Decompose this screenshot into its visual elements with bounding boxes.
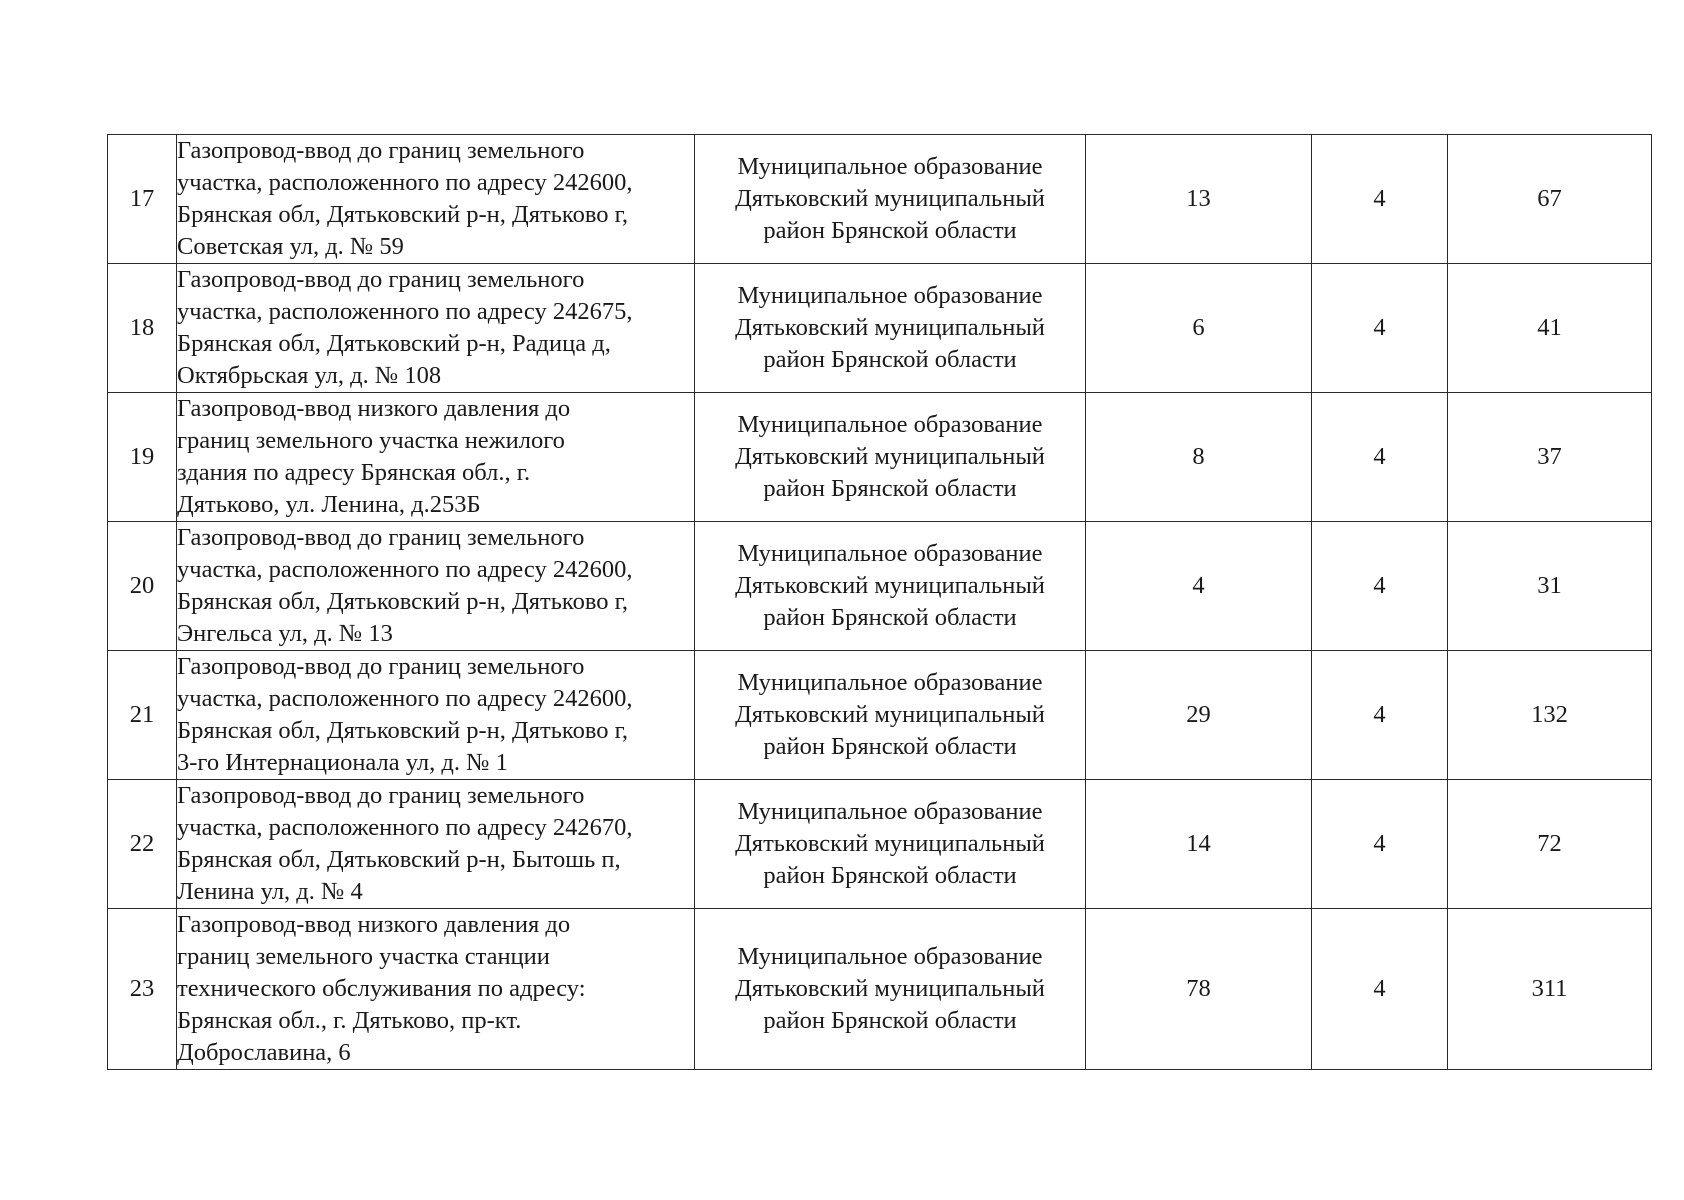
object-name-line: Ленина ул, д. № 4 <box>177 878 363 905</box>
object-name-line: границ земельного участка станции <box>177 943 550 970</box>
owner-line: район Брянской области <box>763 733 1017 760</box>
owner-line: Муниципальное образование <box>737 153 1043 180</box>
owner-line: Дятьковский муниципальный <box>735 975 1045 1002</box>
objects-table <box>107 134 1652 1070</box>
value-b: 4 <box>1312 393 1448 522</box>
table-row <box>108 393 1652 522</box>
object-name-line: Газопровод-ввод до границ земельного <box>177 653 585 680</box>
object-name-line: Брянская обл, Дятьковский р-н, Радица д, <box>177 330 611 357</box>
owner-line: Муниципальное образование <box>737 540 1043 567</box>
row-number: 19 <box>108 393 177 522</box>
owner-line: Муниципальное образование <box>737 282 1043 309</box>
owner-line: Дятьковский муниципальный <box>735 185 1045 212</box>
object-name-line: Газопровод-ввод низкого давления до <box>177 911 571 938</box>
object-name <box>177 909 695 1070</box>
owner <box>695 393 1086 522</box>
owner <box>695 909 1086 1070</box>
object-name-line: участка, расположенного по адресу 242600, <box>177 556 633 583</box>
object-name-line: Октябрьская ул, д. № 108 <box>177 362 442 389</box>
object-name-line: Газопровод-ввод до границ земельного <box>177 137 585 164</box>
object-name-line: Дятьково, ул. Ленина, д.253Б <box>177 491 481 518</box>
owner-line: Дятьковский муниципальный <box>735 572 1045 599</box>
owner-line: район Брянской области <box>763 475 1017 502</box>
owner <box>695 135 1086 264</box>
table-row <box>108 651 1652 780</box>
owner-line: Дятьковский муниципальный <box>735 443 1045 470</box>
object-name-line: Газопровод-ввод низкого давления до <box>177 395 571 422</box>
row-number: 21 <box>108 651 177 780</box>
object-name-line: Брянская обл, Дятьковский р-н, Дятьково г, <box>177 588 629 615</box>
value-a: 13 <box>1086 135 1312 264</box>
object-name-line: 3-го Интернационала ул, д. № 1 <box>177 749 508 776</box>
object-name <box>177 522 695 651</box>
owner-line: район Брянской области <box>763 604 1017 631</box>
row-number: 17 <box>108 135 177 264</box>
owner-line: Дятьковский муниципальный <box>735 830 1045 857</box>
object-name-line: Газопровод-ввод до границ земельного <box>177 266 585 293</box>
table-row <box>108 264 1652 393</box>
object-name-line: участка, расположенного по адресу 242675, <box>177 298 633 325</box>
owner-line: Муниципальное образование <box>737 411 1043 438</box>
value-b: 4 <box>1312 651 1448 780</box>
value-a: 6 <box>1086 264 1312 393</box>
object-name-line: Брянская обл., г. Дятьково, пр-кт. <box>177 1007 522 1034</box>
value-b: 4 <box>1312 909 1448 1070</box>
value-b: 4 <box>1312 264 1448 393</box>
object-name-line: Энгельса ул, д. № 13 <box>177 620 393 647</box>
value-a: 14 <box>1086 780 1312 909</box>
table-row <box>108 780 1652 909</box>
table-row <box>108 522 1652 651</box>
object-name-line: Брянская обл, Дятьковский р-н, Дятьково г, <box>177 717 629 744</box>
value-a: 4 <box>1086 522 1312 651</box>
owner-line: Дятьковский муниципальный <box>735 701 1045 728</box>
owner <box>695 780 1086 909</box>
object-name-line: участка, расположенного по адресу 242670, <box>177 814 633 841</box>
value-a: 29 <box>1086 651 1312 780</box>
owner-line: Муниципальное образование <box>737 943 1043 970</box>
owner-line: Дятьковский муниципальный <box>735 314 1045 341</box>
owner-line: Муниципальное образование <box>737 798 1043 825</box>
value-a: 8 <box>1086 393 1312 522</box>
value-a: 78 <box>1086 909 1312 1070</box>
value-c: 72 <box>1448 780 1652 909</box>
owner-line: район Брянской области <box>763 217 1017 244</box>
value-c: 31 <box>1448 522 1652 651</box>
value-c: 67 <box>1448 135 1652 264</box>
row-number: 22 <box>108 780 177 909</box>
object-name-line: Брянская обл, Дятьковский р-н, Дятьково г, <box>177 201 629 228</box>
owner-line: Муниципальное образование <box>737 669 1043 696</box>
object-name-line: границ земельного участка нежилого <box>177 427 565 454</box>
owner <box>695 651 1086 780</box>
value-b: 4 <box>1312 522 1448 651</box>
value-c: 41 <box>1448 264 1652 393</box>
object-name <box>177 780 695 909</box>
object-name-line: Советская ул, д. № 59 <box>177 233 404 260</box>
object-name-line: участка, расположенного по адресу 242600, <box>177 169 633 196</box>
row-number: 18 <box>108 264 177 393</box>
value-b: 4 <box>1312 135 1448 264</box>
object-name-line: Доброславина, 6 <box>177 1039 351 1066</box>
object-name <box>177 135 695 264</box>
object-name <box>177 651 695 780</box>
owner <box>695 264 1086 393</box>
owner-line: район Брянской области <box>763 346 1017 373</box>
row-number: 23 <box>108 909 177 1070</box>
value-c: 37 <box>1448 393 1652 522</box>
object-name-line: участка, расположенного по адресу 242600, <box>177 685 633 712</box>
row-number: 20 <box>108 522 177 651</box>
owner-line: район Брянской области <box>763 862 1017 889</box>
object-name-line: здания по адресу Брянская обл., г. <box>177 459 531 486</box>
object-name <box>177 264 695 393</box>
table-row <box>108 909 1652 1070</box>
value-b: 4 <box>1312 780 1448 909</box>
object-name-line: Газопровод-ввод до границ земельного <box>177 524 585 551</box>
table-body <box>108 135 1652 1070</box>
object-name <box>177 393 695 522</box>
table-row <box>108 135 1652 264</box>
object-name-line: Брянская обл, Дятьковский р-н, Бытошь п, <box>177 846 621 873</box>
object-name-line: Газопровод-ввод до границ земельного <box>177 782 585 809</box>
owner <box>695 522 1086 651</box>
value-c: 311 <box>1448 909 1652 1070</box>
object-name-line: технического обслуживания по адресу: <box>177 975 586 1002</box>
value-c: 132 <box>1448 651 1652 780</box>
owner-line: район Брянской области <box>763 1007 1017 1034</box>
